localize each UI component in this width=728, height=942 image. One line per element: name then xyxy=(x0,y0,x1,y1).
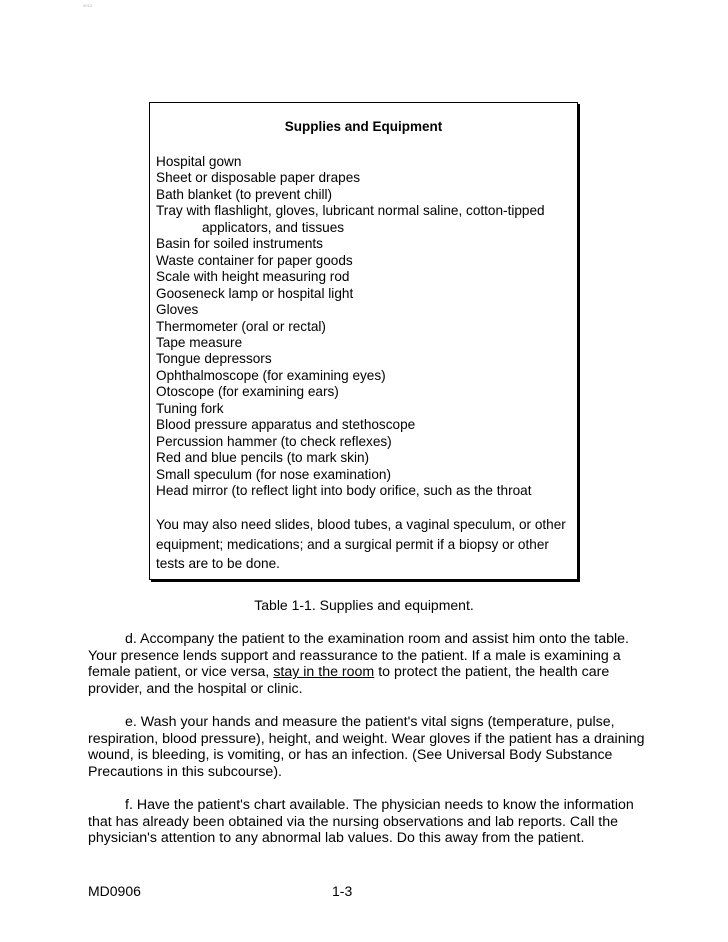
paragraph-text: female patient, or vice versa, xyxy=(88,664,274,681)
list-item: Bath blanket (to prevent chill) xyxy=(156,186,333,202)
list-item: Small speculum (for nose examination) xyxy=(156,466,391,482)
paragraph-line: e. Wash your hands and measure the patient's vital signs (temperature, pulse, xyxy=(125,714,615,730)
paragraph-line: d. Accompany the patient to the examination room and assist him onto the table. xyxy=(125,631,629,647)
table-caption: Table 1-1. Supplies and equipment. xyxy=(254,597,474,613)
paragraph-e xyxy=(88,714,648,780)
list-item: Basin for soiled instruments xyxy=(156,236,323,252)
footer-page-number: 1-3 xyxy=(332,883,353,899)
list-item: Waste container for paper goods xyxy=(156,252,353,268)
paragraph-line: provider, and the hospital or clinic. xyxy=(88,680,303,697)
paragraph-line: physician's attention to any abnormal lab values. Do this away from the patient. xyxy=(88,830,585,847)
list-item-continuation: applicators, and tissues xyxy=(202,219,345,235)
list-item: Ophthalmoscope (for examining eyes) xyxy=(156,367,386,383)
list-item: Tray with flashlight, gloves, lubricant normal saline, cotton-tipped xyxy=(156,203,545,219)
list-item: Head mirror (to reflect light into body orifice, such as the throat xyxy=(156,483,532,499)
paragraph-line: respiration, blood pressure), height, and weight. Wear gloves if the patient has a draining xyxy=(88,730,645,747)
list-item: Tongue depressors xyxy=(156,351,272,367)
paragraph-line: that has already been obtained via the nursing observations and lab reports. Call the xyxy=(88,813,619,830)
paragraph-line: Precautions in this subcourse). xyxy=(88,763,282,780)
list-item: Sheet or disposable paper drapes xyxy=(156,170,361,186)
list-item: Blood pressure apparatus and stethoscope xyxy=(156,417,416,433)
table-title: Supplies and Equipment xyxy=(284,119,443,134)
footer-course-code: MD0906 xyxy=(88,883,141,899)
table-note: You may also need slides, blood tubes, a vaginal speculum, or other equipment; medications; and a surgical permit if a biopsy or other tests are to be done. xyxy=(156,517,566,571)
list-item: Hospital gown xyxy=(156,154,242,169)
paragraph-line: wound, is bleeding, is vomiting, or has an infection. (See Universal Body Substance xyxy=(88,747,613,764)
paragraph-line xyxy=(88,664,648,681)
paragraph-d xyxy=(88,631,648,697)
paragraph-line: Your presence lends support and reassurance to the patient. If a male is examining a xyxy=(88,647,621,664)
list-item: Tape measure xyxy=(156,334,243,350)
supplies-table xyxy=(149,102,578,580)
paragraph-text: to protect the patient, the health care xyxy=(374,664,610,681)
paragraph-f xyxy=(88,797,648,847)
emphasis-underlined: stay in the room xyxy=(273,664,375,681)
list-item: Gloves xyxy=(156,302,199,318)
supplies-list xyxy=(156,154,545,500)
list-item: Thermometer (oral or rectal) xyxy=(156,318,326,334)
list-item: Gooseneck lamp or hospital light xyxy=(156,285,354,301)
list-item: Scale with height measuring rod xyxy=(156,269,350,285)
corner-mark: 0013 xyxy=(83,3,92,8)
list-item: Percussion hammer (to check reflexes) xyxy=(156,433,392,449)
paragraph-line: f. Have the patient's chart available. The physician needs to know the information xyxy=(125,797,634,813)
list-item: Otoscope (for examining ears) xyxy=(156,384,339,400)
list-item: Red and blue pencils (to mark skin) xyxy=(156,450,370,466)
list-item: Tuning fork xyxy=(156,400,224,416)
